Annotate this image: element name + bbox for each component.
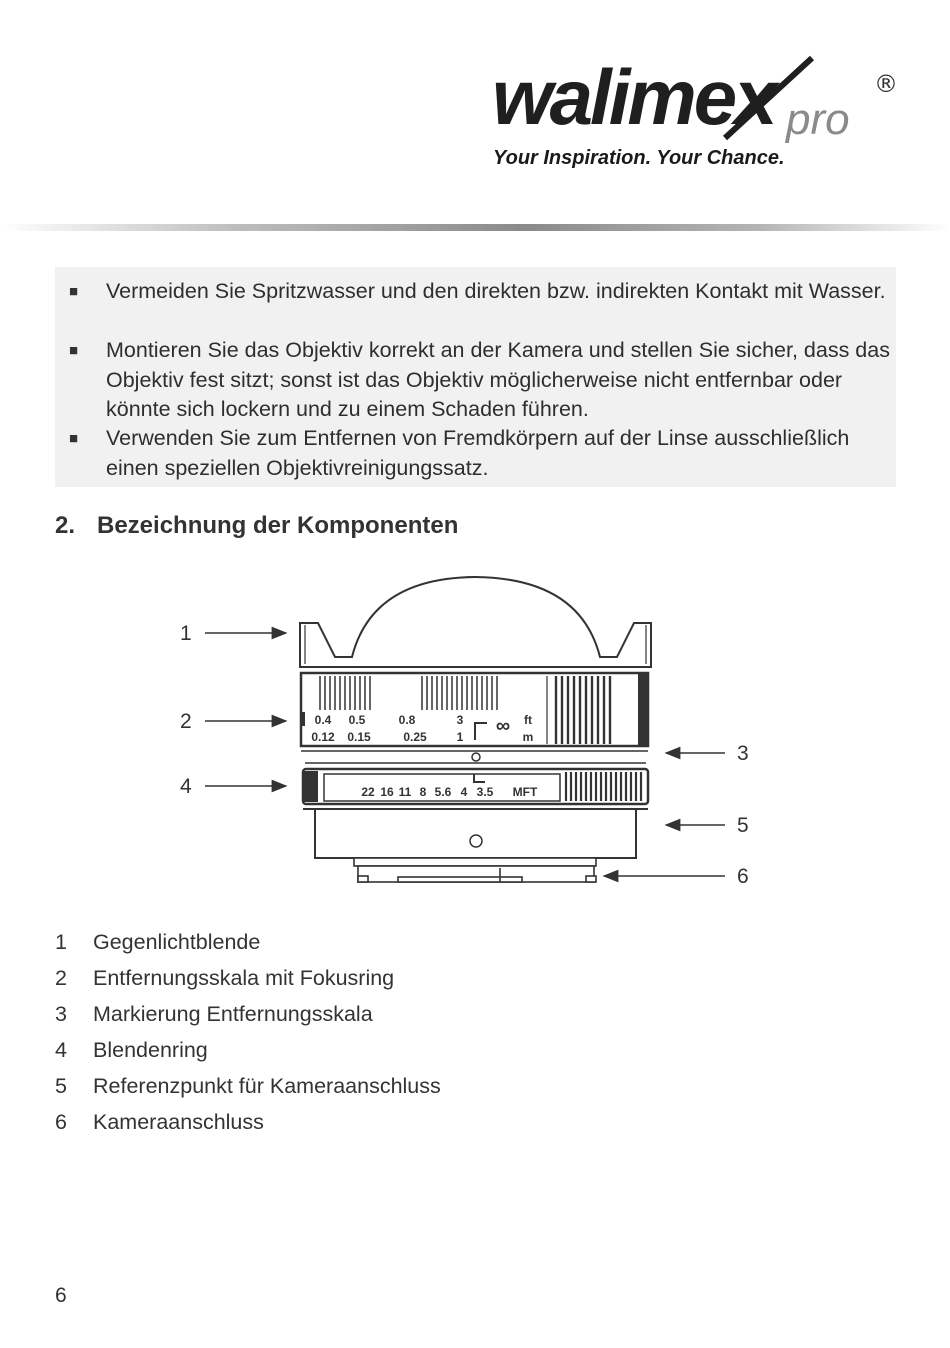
item-number: 2 [55, 966, 67, 990]
distance-ft-label: ∞ [495, 715, 511, 737]
lens-diagram [160, 560, 780, 900]
reference-point [470, 835, 482, 847]
focus-ring [301, 673, 648, 746]
distance-m-label: 0.15 [347, 730, 371, 744]
distance-ft-label: ft [524, 713, 532, 727]
bullet-icon: ■ [69, 283, 79, 300]
callout-number: 2 [180, 710, 192, 733]
aperture-label: 3.5 [476, 785, 494, 799]
callout-number: 3 [737, 742, 749, 765]
item-label: Blendenring [93, 1038, 208, 1062]
distance-m-label: m [522, 730, 534, 744]
aperture-label: 4 [460, 785, 468, 799]
bullet-icon: ■ [69, 430, 79, 447]
distance-ft-label: 0.8 [398, 713, 416, 727]
item-number: 5 [55, 1074, 67, 1098]
item-number: 4 [55, 1038, 67, 1062]
components-list [55, 927, 755, 1143]
aperture-label: 5.6 [434, 785, 452, 799]
list-item [55, 963, 755, 999]
logo-sub: pro [786, 95, 850, 144]
item-number: 3 [55, 1002, 67, 1026]
logo-wordmark: walimex [492, 53, 775, 141]
item-number: 1 [55, 930, 67, 954]
list-item [55, 1107, 755, 1143]
distance-ft-label: 3 [456, 713, 464, 727]
distance-ft-label: 0.5 [348, 713, 366, 727]
header-divider [0, 224, 950, 231]
bullet-icon: ■ [69, 342, 79, 359]
note-text: Vermeiden Sie Spritzwasser und den direkten bzw. indirekten Kontakt mit Wasser. [106, 279, 886, 303]
section-title-text: Bezeichnung der Komponenten [97, 512, 459, 539]
aperture-label: 11 [398, 785, 412, 799]
aperture-label: 16 [380, 785, 394, 799]
lens-hood [300, 577, 651, 667]
list-item [55, 927, 755, 963]
callout-number: 5 [737, 814, 749, 837]
distance-m-label: 1 [456, 730, 464, 744]
mount-label: MFT [512, 785, 538, 799]
distance-m-label: 0.12 [311, 730, 335, 744]
section-number: 2. [55, 512, 76, 539]
distance-ft-label: 0.4 [314, 713, 332, 727]
tagline: Your Inspiration. Your Chance. [493, 147, 785, 169]
callout-number: 1 [180, 622, 192, 645]
page-number: 6 [55, 1284, 67, 1307]
item-label: Markierung Entfernungsskala [93, 1002, 373, 1026]
aperture-label: 8 [419, 785, 427, 799]
distance-m-label: 0.25 [403, 730, 427, 744]
callout-number: 6 [737, 865, 749, 888]
item-label: Kameraanschluss [93, 1110, 264, 1134]
registered-mark: ® [874, 70, 898, 98]
item-label: Gegenlichtblende [93, 930, 261, 954]
distance-mark [301, 751, 648, 763]
list-item [55, 1035, 755, 1071]
aperture-label: 22 [361, 785, 375, 799]
section-heading [55, 512, 458, 540]
note-text: Verwenden Sie zum Entfernen von Fremdkörpern auf der Linse ausschließlich einen speziellen Objektivreinigungssatz. [106, 426, 850, 480]
list-item [55, 1071, 755, 1107]
notes-box [55, 267, 896, 487]
lens-body [303, 809, 648, 858]
item-label: Entfernungsskala mit Fokusring [93, 966, 395, 990]
note-text: Montieren Sie das Objektiv korrekt an der Kamera und stellen Sie sicher, dass das Objektiv fest sitzt; sonst ist das Objektiv möglicherweise nicht entfernbar oder könnte sich lockern und zu einem Schaden führen. [106, 338, 890, 421]
callout-number: 4 [180, 775, 192, 798]
item-label: Referenzpunkt für Kameraanschluss [93, 1074, 441, 1098]
camera-mount [354, 858, 596, 882]
item-number: 6 [55, 1110, 67, 1134]
list-item [55, 999, 755, 1035]
aperture-ring [303, 769, 648, 804]
